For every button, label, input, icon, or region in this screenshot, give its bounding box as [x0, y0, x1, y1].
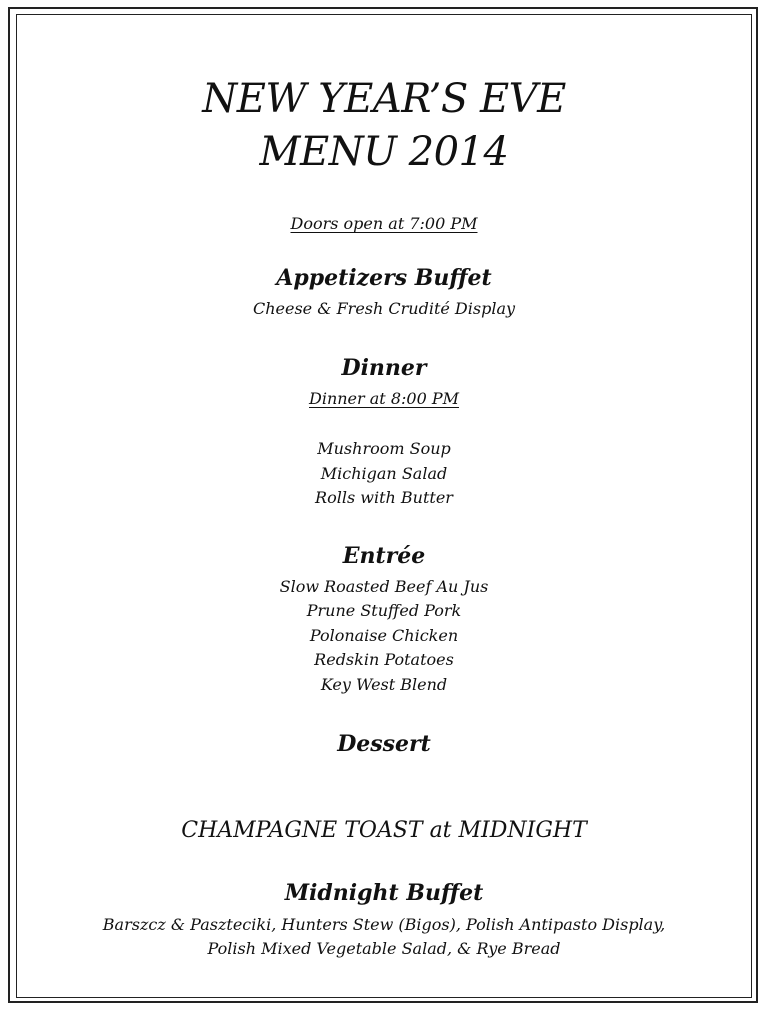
dessert-heading: Dessert	[337, 731, 431, 757]
doors-open-time: Doors open at 7:00 PM	[290, 214, 478, 233]
dinner-item: Mushroom Soup	[317, 439, 451, 458]
appetizers-heading: Appetizers Buffet	[276, 265, 492, 291]
champagne-toast: CHAMPAGNE TOAST at MIDNIGHT	[181, 818, 587, 843]
midnight-buffet-line: Barszcz & Paszteciki, Hunters Stew (Bigos), Polish Antipasto Display,	[102, 915, 666, 934]
midnight-buffet-heading: Midnight Buffet	[284, 880, 484, 906]
menu-title-line-2: MENU 2014	[259, 129, 509, 175]
dinner-item: Michigan Salad	[320, 464, 448, 483]
entree-item: Redskin Potatoes	[314, 650, 454, 669]
menu-title-line-1: NEW YEAR’S EVE	[202, 76, 566, 122]
entree-item: Slow Roasted Beef Au Jus	[279, 577, 489, 596]
dinner-time: Dinner at 8:00 PM	[309, 389, 459, 408]
appetizer-item: Cheese & Fresh Crudité Display	[252, 299, 516, 318]
entree-item: Key West Blend	[320, 675, 448, 694]
dinner-heading: Dinner	[341, 355, 427, 381]
entree-item: Prune Stuffed Pork	[306, 601, 462, 620]
entree-heading: Entrée	[342, 543, 426, 569]
entree-item: Polonaise Chicken	[309, 626, 459, 645]
dinner-item: Rolls with Butter	[315, 488, 453, 507]
midnight-buffet-line: Polish Mixed Vegetable Salad, & Rye Bread	[207, 939, 561, 958]
